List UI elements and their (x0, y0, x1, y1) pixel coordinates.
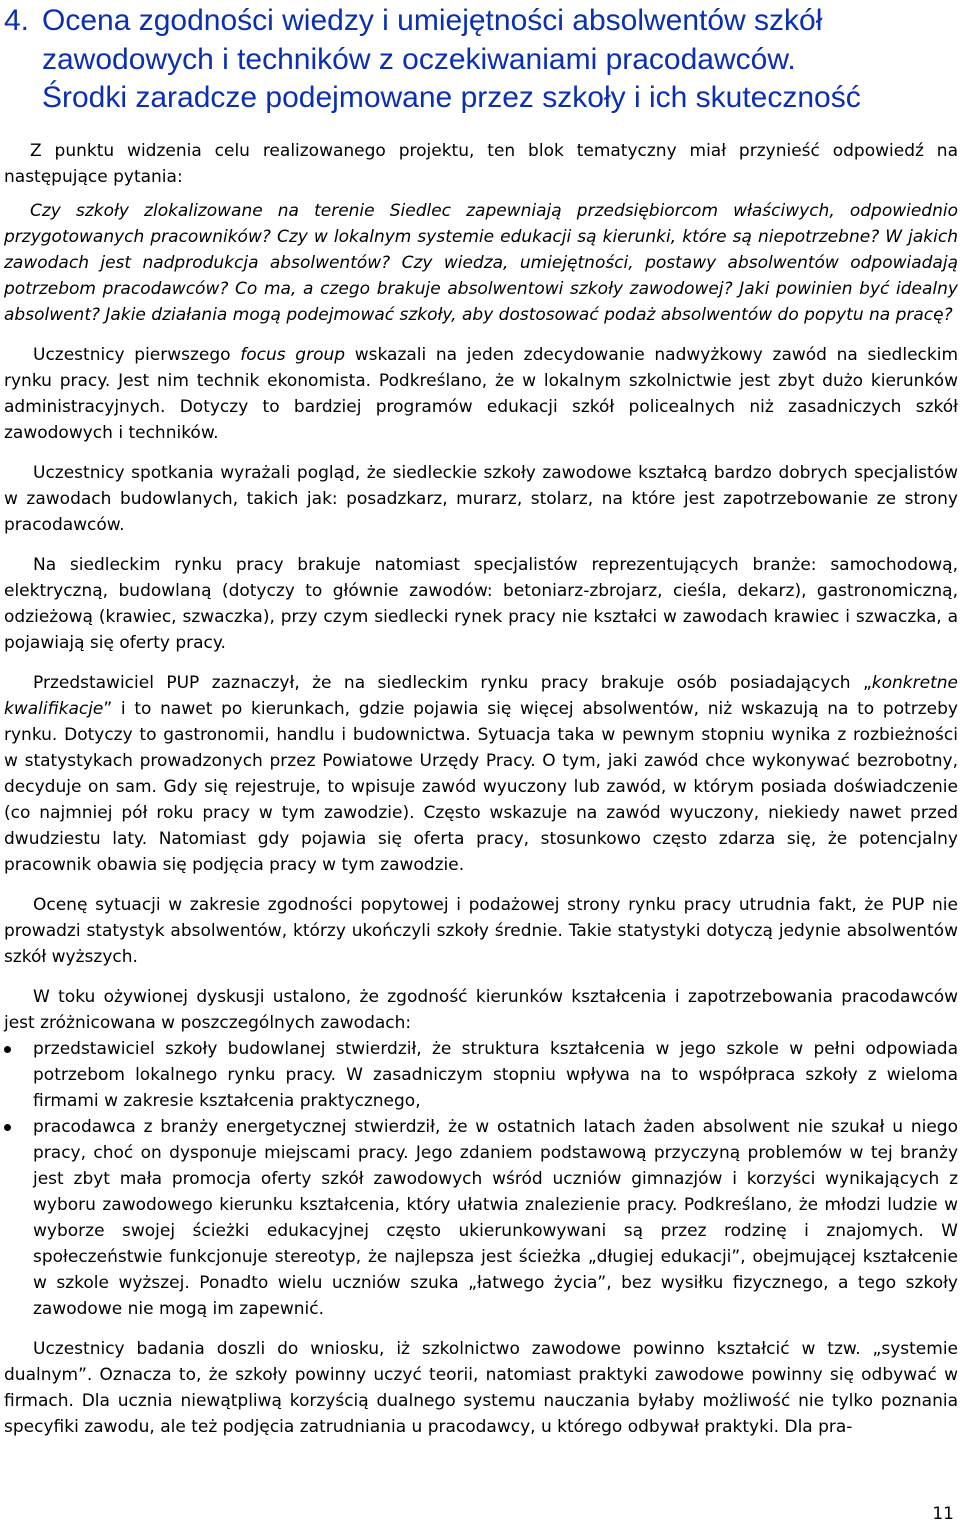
list-item (4, 1036, 958, 1114)
intro-paragraph: Z punktu widzenia celu realizowanego projektu, ten blok tematyczny miał przynieść odpowiedź na następujące pytania: (4, 140, 958, 187)
paragraph-missing-specialists: Na siedleckim rynku pracy brakuje natomiast specjalistów reprezentujących branże: samochodową, elektryczną, budowlaną (dotyczy to głównie zawodów: betoniarz-zbrojarz, cieśla, dekarz), gastronomiczną, odzieżową (krawiec, szwaczka), przy czym siedlecki rynek pracy nie kształci w zawodach krawiec i szwaczka, a pojawiają się oferty pracy. (4, 554, 958, 653)
paragraph-discussion: W toku ożywionej dyskusji ustalono, że zgodność kierunków kształcenia i zapotrzebowania pracodawców jest zróżnicowana w poszczególnych zawodach: (4, 986, 958, 1033)
heading-line-1 (4, 2, 958, 41)
section-heading (4, 2, 958, 118)
paragraph-dual-system: Uczestnicy badania doszli do wniosku, iż szkolnictwo zawodowe powinno kształcić w tzw. „systemie dualnym”. Oznacza to, że szkoły powinny uczyć teorii, natomiast praktyki zawodowe powinny się odbywać w firmach. Dla ucznia niewątpliwą korzyścią dualnego systemu nauczania byłaby możliwość nie tylko poznania specyfiki zawodu, ale też podjęcia zatrudniania u pracodawcy, u którego odbywał praktyki. Dla pra- (4, 1338, 958, 1437)
heading-line-3: Środki zaradcze podejmowane przez szkoły i ich skuteczność (42, 81, 861, 114)
paragraph-statistics: Ocenę sytuacji w zakresie zgodności popytowej i podażowej strony rynku pracy utrudnia fakt, że PUP nie prowadzi statystyk absolwentów, którzy ukończyli szkoły średnie. Takie statystyki dotyczą jedynie absolwentów szkół wyższych. (4, 894, 958, 967)
paragraph-construction-specialists: Uczestnicy spotkania wyrażali pogląd, że siedleckie szkoły zawodowe kształcą bardzo dobrych specjalistów w zawodach budowlanych, takich jak: posadzkarz, murarz, stolarz, na które jest zapotrzebowanie ze strony pracodawców. (4, 462, 958, 535)
heading-number: 4. (4, 4, 30, 37)
bullet-text: pracodawca z branży energetycznej stwierdził, że w ostatnich latach żaden absolwent nie szukał u niego pracy, choć on dysponuje miejscami pracy. Jego zdaniem podstawową przyczyną problemów w tej branży jest zbyt mała promocja oferty szkół zawodowych wśród uczniów gimnazjów i korzyści wynikających z wyboru zawodowego kierunku kształcenia, który ułatwia znalezienie pracy. Podkreślano, że młodzi ludzie w wyborze swojej ścieżki edukacyjnej często ukierunkowywani są przez rodzinę i znajomych. W społeczeństwie funkcjonuje stereotyp, że najlepsza jest ścieżka „długiej edukacji”, obejmującej kształcenie w szkole wyższej. Ponadto wielu uczniów szuka „łatwego życia”, bez wysiłku fizycznego, a tego szkoły zawodowe nie mogą im zapewnić. (33, 1116, 958, 1319)
bullet-icon (4, 1124, 11, 1131)
p1-emphasis: focus group (240, 344, 346, 365)
p1-text-b: wskazali na jeden zdecydowanie nadwyżkowy zawód na siedleckim rynku pracy. Jest nim technik ekonomista. Podkreślano, że w lokalnym szkolnictwie jest zbyt dużo kierunków administracyjnych. Dotyczy to bardziej programów edukacji szkół policealnych niż zasadniczych szkół zawodowych i techników. (4, 344, 958, 443)
heading-text-1: Ocena zgodności wiedzy i umiejętności absolwentów szkół (42, 4, 823, 37)
paragraph-focus-group (4, 342, 958, 446)
heading-line-2: zawodowych i techników z oczekiwaniami pracodawców. (42, 42, 796, 76)
bullet-list (4, 1036, 958, 1322)
bullet-icon (4, 1046, 11, 1053)
page-number: 11 (932, 1504, 954, 1524)
document-page (4, 0, 958, 1440)
list-item (4, 1114, 958, 1322)
p1-text-a: Uczestnicy pierwszego (33, 344, 241, 365)
bullet-text: przedstawiciel szkoły budowlanej stwierdził, że struktura kształcenia w jego szkole w pełni odpowiada potrzebom lokalnego rynku pracy. W zasadniczym stopniu wpływa na to współpraca szkoły z wieloma firmami w zakresie kształcenia praktycznego, (33, 1038, 958, 1111)
p4-emphasis: konkretne kwalifikacje (4, 672, 958, 719)
p4-text-a: Przedstawiciel PUP zaznaczył, że na siedleckim rynku pracy brakuje osób posiadających „ (33, 672, 872, 693)
research-questions: Czy szkoły zlokalizowane na terenie Siedlec zapewniają przedsiębiorcom właściwych, odpowiednio przygotowanych pracowników? Czy w lokalnym systemie edukacji są kierunki, które są niepotrzebne? W jakich zawodach jest nadprodukcja absolwentów? Czy wiedza, umiejętności, postawy absolwentów odpowiadają potrzebom pracodawców? Co ma, a czego brakuje absolwentowi szkoły zawodowej? Jaki powinien być idealny absolwent? Jakie działania mogą podejmować szkoły, aby dostosować podaż absolwentów do popytu na pracę? (4, 200, 958, 325)
p4-text-b: ” i to nawet po kierunkach, gdzie pojawia się więcej absolwentów, niż wskazują na to potrzeby rynku. Dotyczy to gastronomii, handlu i budownictwa. Sytuacja taka w pewnym stopniu wynika z rozbieżności w statystykach prowadzonych przez Powiatowe Urzędy Pracy. O tym, jaki zawód chce wykonywać bezrobotny, decyduje on sam. Gdy się rejestruje, to wpisuje zawód wyuczony lub zawód, w którym posiada doświadczenie (co najmniej pół roku pracy w tym zawodzie). Często wskazuje na zawód wyuczony, niekiedy nawet przed dwudziestu laty. Natomiast gdy pojawia się oferta pracy, stosunkowo często zdarza się, że potencjalny pracownik obawia się podjęcia pracy w tym zawodzie. (4, 698, 958, 875)
paragraph-pup-representative (4, 670, 958, 878)
